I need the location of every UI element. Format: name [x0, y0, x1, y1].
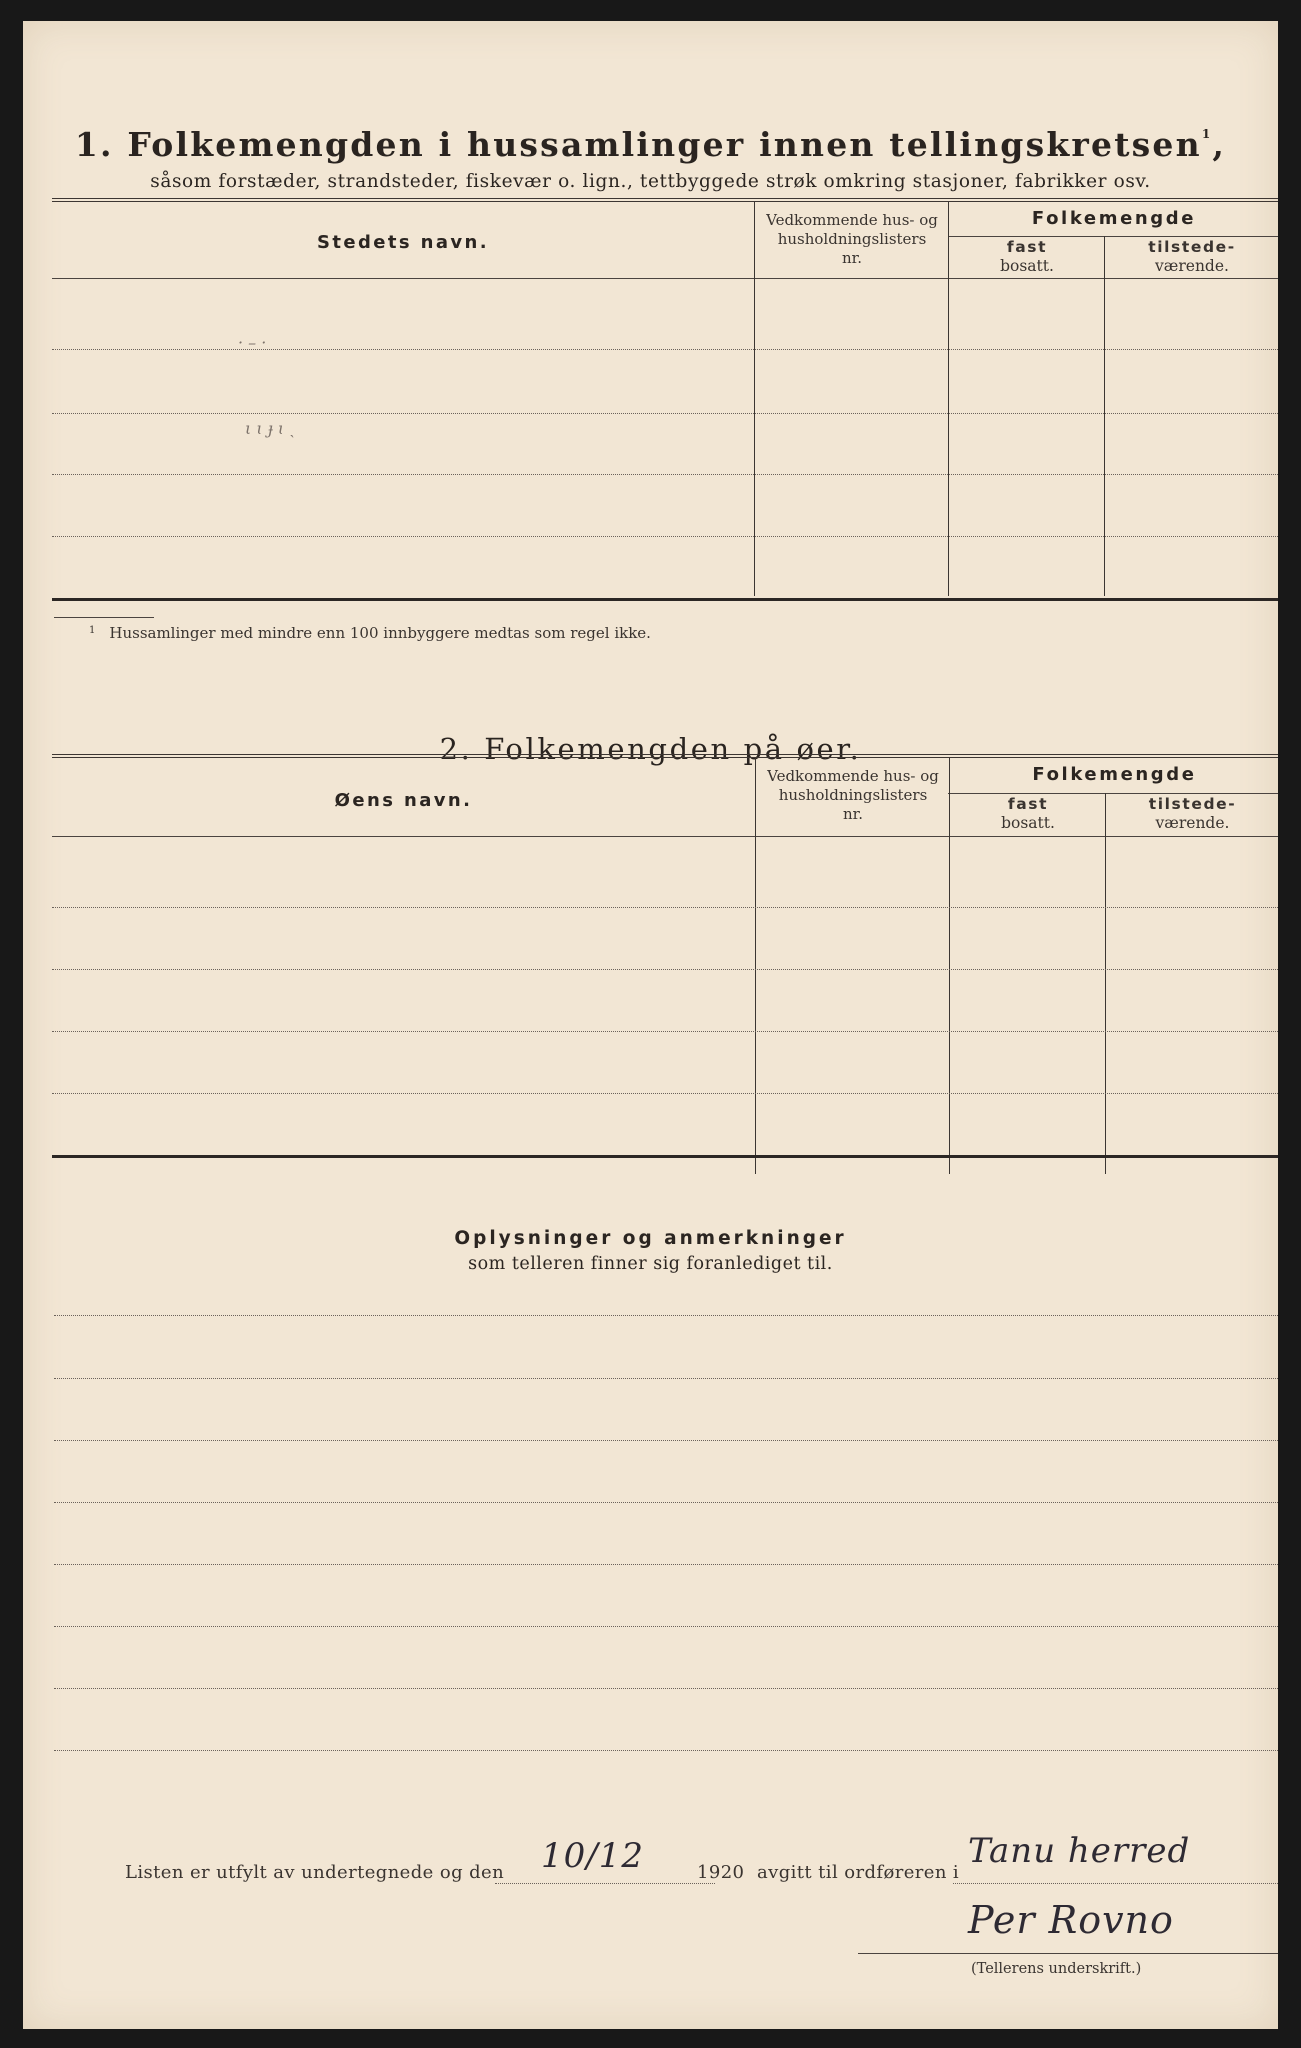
table1-header-population: Folkemengde — [1031, 208, 1197, 229]
table1-folk-subrule — [948, 236, 1278, 237]
remarks-line — [54, 1502, 1278, 1503]
table2-row-line — [52, 969, 1278, 970]
table1-row-line — [52, 536, 1278, 537]
remarks-line — [54, 1564, 1278, 1565]
table1-header-rule — [52, 278, 1278, 279]
remarks-title: Oplysninger og anmerkninger — [454, 1228, 847, 1249]
table2-row-line — [52, 1031, 1278, 1032]
table2-header-rule — [52, 836, 1278, 837]
table2-col-divider — [755, 758, 756, 1174]
table2-bottom-rule — [52, 1155, 1278, 1158]
footnote-rule — [54, 617, 154, 618]
table1-header-place-name: Stedets navn. — [316, 232, 489, 253]
pencil-mark: · – · — [238, 333, 267, 352]
remarks-subtitle: som telleren finner sig foranlediget til. — [468, 1254, 833, 1274]
section1-subtitle: såsom forstæder, strandsteder, fiskevær o. lign., tettbyggede strøk omkring stasjoner, fabrikker osv. — [150, 171, 1151, 192]
handwritten-date: 10/12 — [541, 1836, 644, 1876]
table2-header-resident: fast bosatt. — [1001, 795, 1055, 832]
table2-col-divider — [1105, 793, 1106, 1174]
pencil-mark: ι ɩ ɟ ɩ ˎ — [245, 419, 295, 438]
signature-caption: (Tellerens underskrift.) — [971, 1961, 1142, 1977]
table1-row-line — [52, 474, 1278, 475]
remarks-line — [54, 1440, 1278, 1441]
table2-header-list-numbers: Vedkommende hus- og husholdningslisters nr. — [767, 767, 939, 823]
section1-title: 1. Folkemengden i hussamlinger innen tellingskretsen$^1$, — [74, 125, 1227, 164]
table1-col-divider — [1104, 236, 1105, 596]
table1-header-resident: fast bosatt. — [1000, 238, 1054, 275]
table2-top-rule — [52, 754, 1278, 758]
section1-footnote: $^1$ Hussamlinger med mindre enn 100 innbyggere medtas som regel ikke. — [89, 624, 651, 642]
table2-header-population: Folkemengde — [1032, 764, 1197, 785]
remarks-line — [54, 1378, 1278, 1379]
date-line — [495, 1883, 715, 1884]
table1-row-line — [52, 413, 1278, 414]
section2-title: 2. Folkemengden på øer. — [439, 732, 862, 766]
table1-bottom-rule — [52, 598, 1278, 601]
census-form-page — [23, 21, 1278, 2029]
table1-header-present: tilstede- værende. — [1148, 238, 1236, 275]
signature-middle: avgitt til ordføreren i — [757, 1862, 960, 1883]
remarks-line — [54, 1315, 1278, 1316]
table2-row-line — [52, 907, 1278, 908]
municipality-line — [953, 1883, 1278, 1884]
table2-col-divider — [949, 758, 950, 1174]
table2-row-line — [52, 1093, 1278, 1094]
table1-header-list-numbers: Vedkommende hus- og husholdningslisters nr. — [766, 211, 938, 267]
remarks-line — [54, 1750, 1278, 1751]
table2-header-island-name: Øens navn. — [334, 790, 473, 811]
table2-header-present: tilstede- værende. — [1148, 795, 1237, 832]
remarks-line — [54, 1688, 1278, 1689]
table1-top-rule — [52, 198, 1278, 202]
table2-folk-subrule — [948, 793, 1278, 794]
handwritten-signature: Per Rovno — [968, 1898, 1174, 1942]
signature-rule — [858, 1953, 1278, 1954]
signature-year: 1920 — [697, 1862, 745, 1883]
handwritten-municipality: Tanu herred — [968, 1831, 1191, 1871]
remarks-line — [54, 1626, 1278, 1627]
table1-row-line — [52, 349, 1278, 350]
signature-prefix: Listen er utfylt av undertegnede og den — [125, 1862, 505, 1883]
